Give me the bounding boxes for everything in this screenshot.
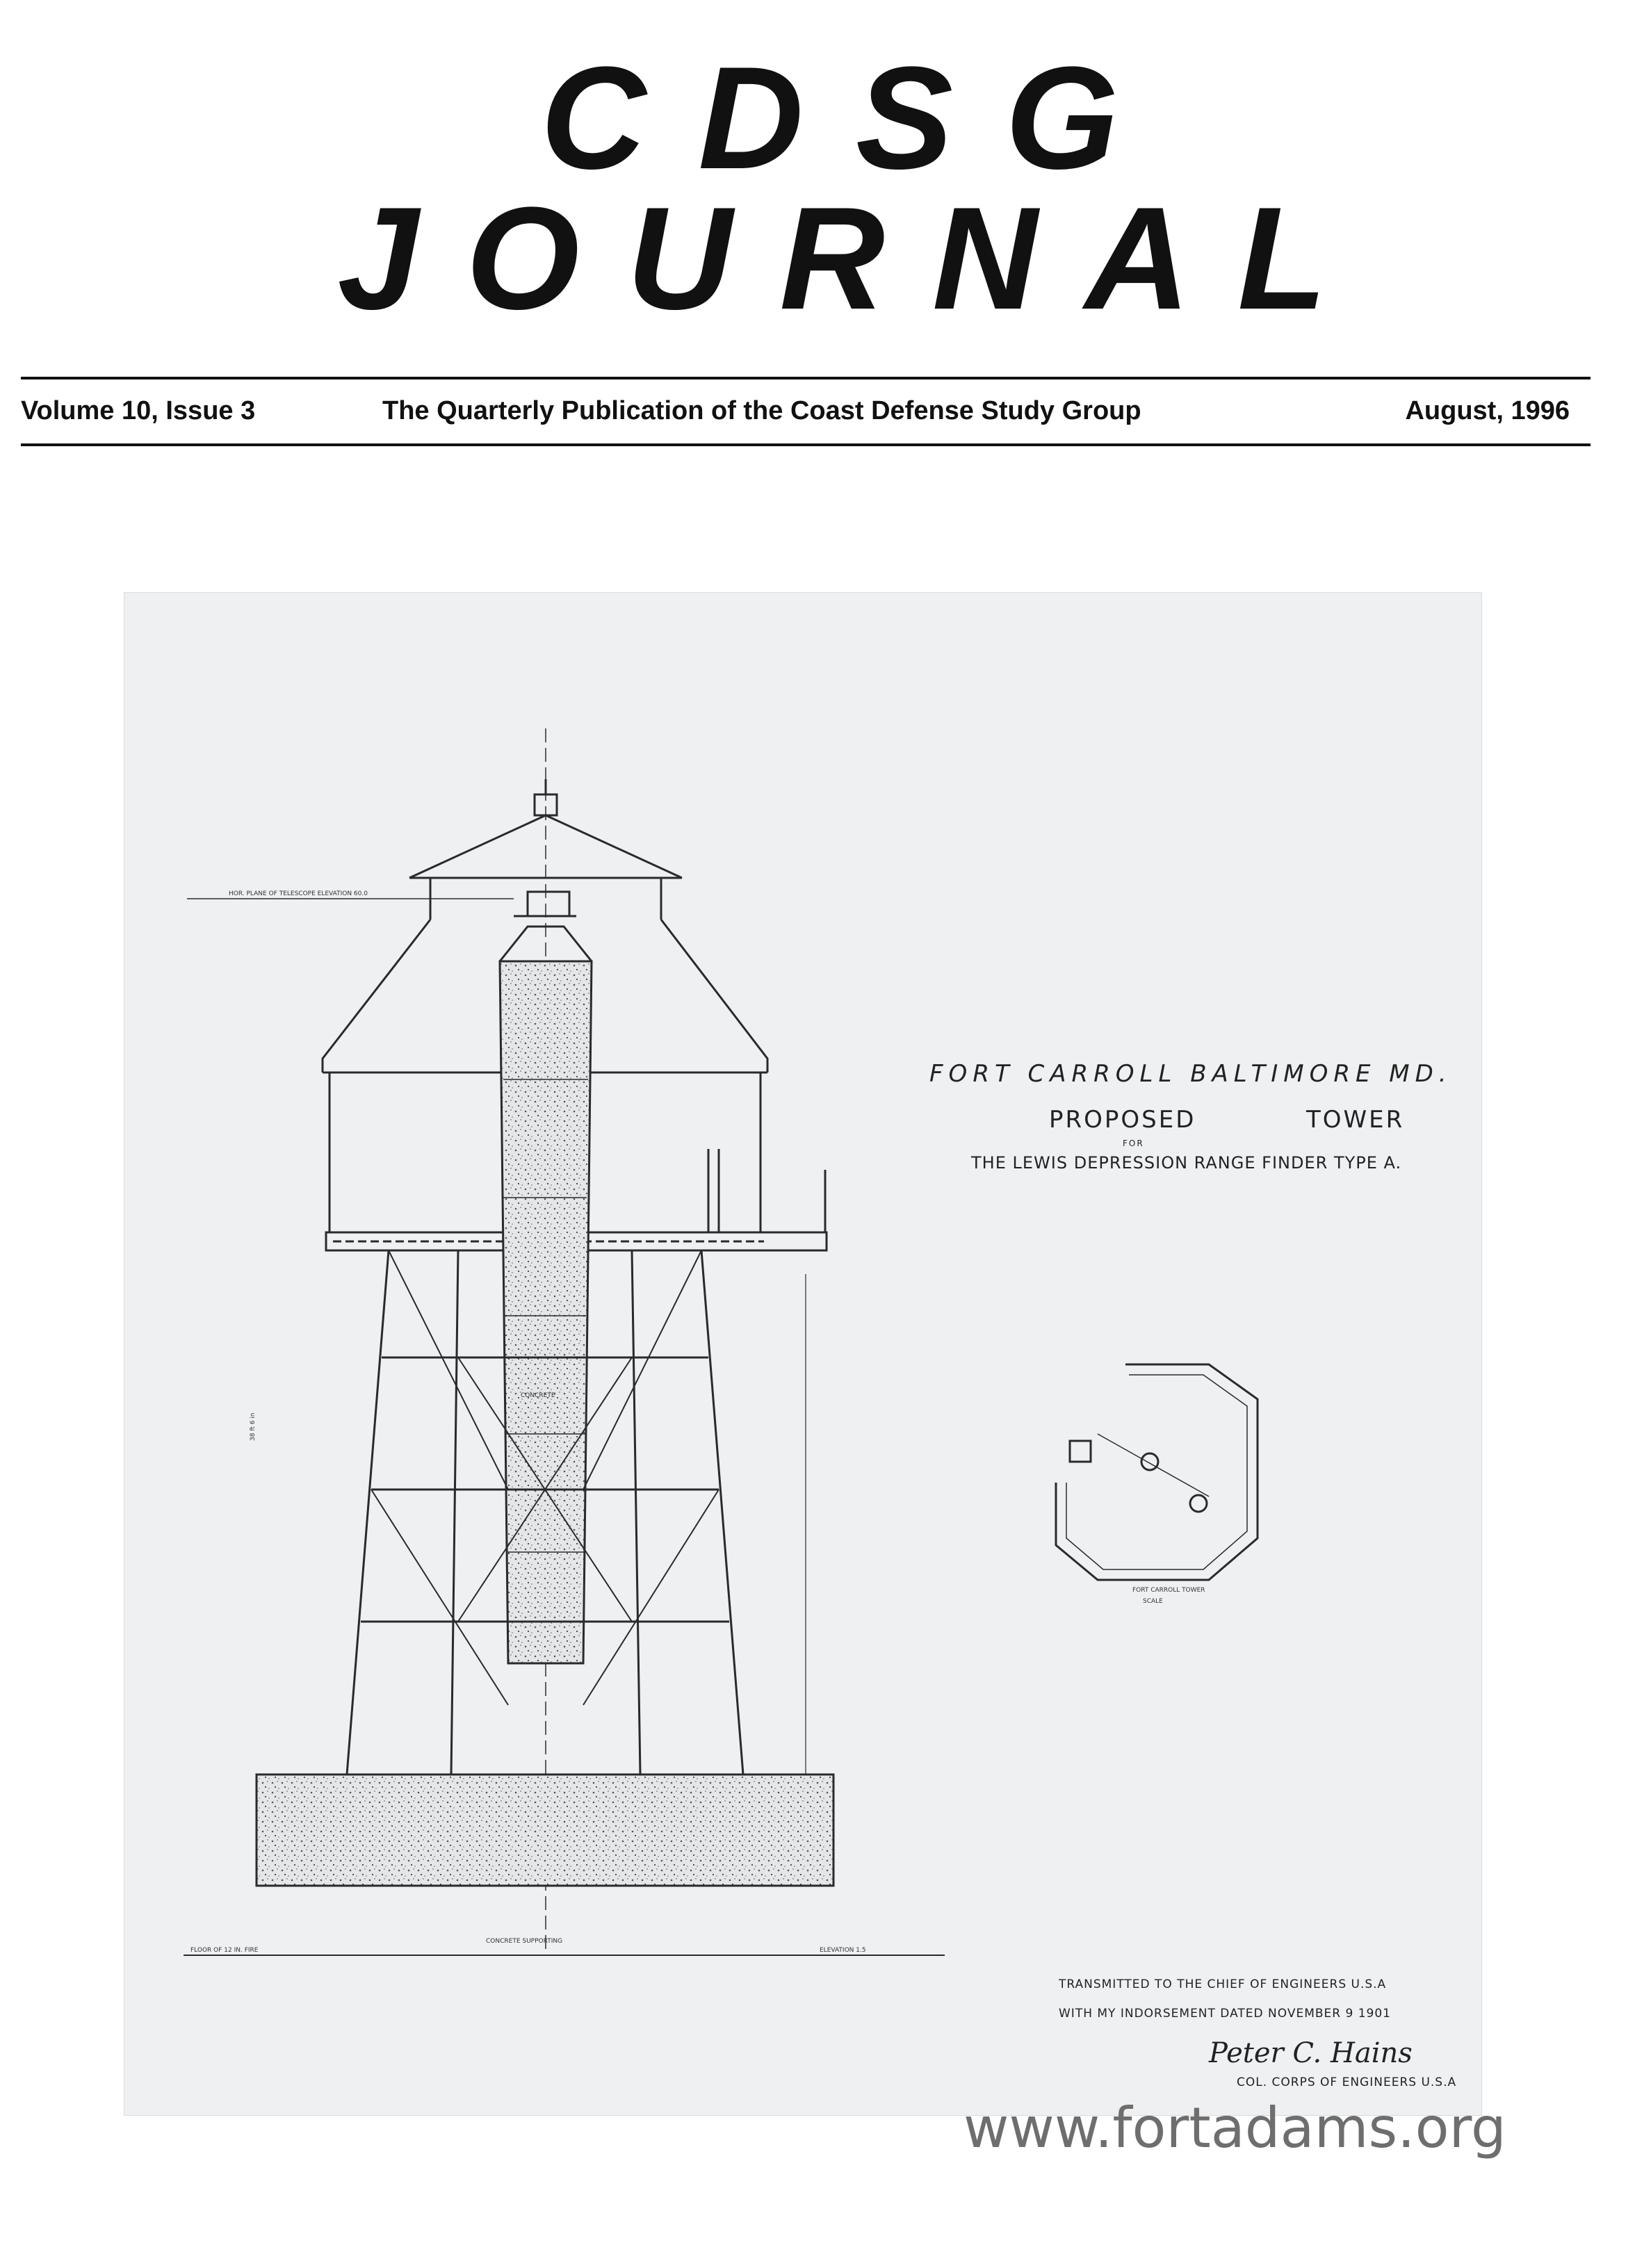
drawing-location: FORT CARROLL BALTIMORE MD.	[929, 1060, 1452, 1088]
transmittal-line-1: TRANSMITTED TO THE CHIEF OF ENGINEERS U.S.A	[1059, 1977, 1387, 1991]
label-floor: FLOOR OF 12 IN. FIRE	[190, 1947, 259, 1954]
transmittal-line-2: WITH MY INDORSEMENT DATED NOVEMBER 9 1901	[1059, 2007, 1391, 2021]
header-rule-top	[21, 377, 1591, 380]
info-bar	[21, 389, 1591, 434]
drawing-for: FOR	[1123, 1139, 1144, 1148]
volume-issue: Volume 10, Issue 3	[21, 396, 256, 425]
tower-elevation-drawing	[124, 593, 1481, 2115]
masthead-cdsg: CDSG	[540, 36, 1171, 199]
label-supports: CONCRETE SUPPORTING	[486, 1938, 563, 1945]
label-concrete: CONCRETE	[521, 1392, 555, 1399]
drawing-subtitle: THE LEWIS DEPRESSION RANGE FINDER TYPE A.	[971, 1153, 1402, 1173]
label-telescope-plane: HOR. PLANE OF TELESCOPE ELEVATION 60.0	[229, 890, 368, 897]
masthead-journal: JOURNAL	[337, 177, 1374, 340]
drawing-title-tower: TOWER	[1306, 1106, 1405, 1134]
issue-date: August, 1996	[1405, 396, 1570, 425]
watermark-url: www.fortadams.org	[963, 2096, 1506, 2160]
label-elevation: ELEVATION 1.5	[820, 1947, 866, 1954]
publication-tagline: The Quarterly Publication of the Coast Defense Study Group	[382, 396, 1141, 425]
signature-title: COL. CORPS OF ENGINEERS U.S.A	[1237, 2075, 1457, 2089]
drawing-title-proposed: PROPOSED	[1049, 1106, 1196, 1134]
signature: Peter C. Hains	[1209, 2037, 1413, 2069]
label-scale: SCALE	[1143, 1598, 1163, 1605]
header-rule-bottom	[21, 443, 1591, 446]
label-plan-view: FORT CARROLL TOWER	[1132, 1587, 1205, 1594]
label-height: 38 ft 6 in	[250, 1412, 257, 1441]
cover-drawing	[124, 592, 1482, 2116]
